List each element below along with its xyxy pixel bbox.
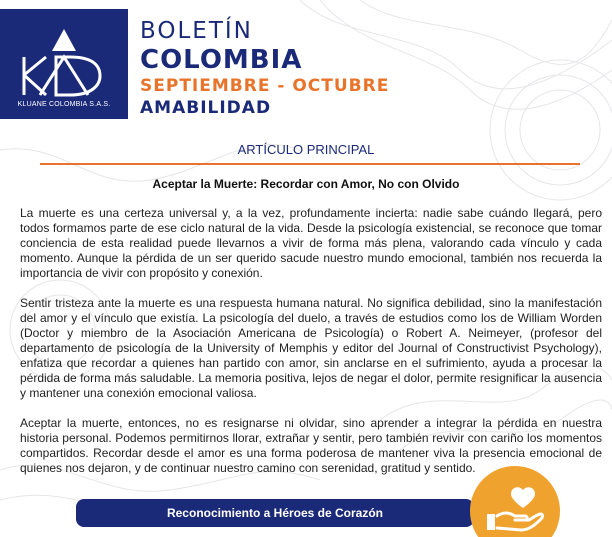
article-body: [20, 206, 602, 491]
company-logo: [0, 9, 128, 119]
article-title: Aceptar la Muerte: Recordar con Amor, No con Olvido: [152, 177, 460, 191]
article-paragraph: La muerte es una certeza universal y, a la vez, profundamente incierta: nadie sabe cuándo llegará, pero todos formamos parte de ese ciclo natural de la vida. Desde la psicología existencial, se reconoce que tomar conciencia de esta realidad puede llevarnos a vivir de forma más plena, valorando cada vínculo y cada momento. Aunque la pérdida de un ser querido sacude nuestro mundo emocional, también nos recuerda la importancia de vivir con propósito y conexión.: [20, 206, 602, 280]
article-paragraph: Aceptar la muerte, entonces, no es resignarse ni olvidar, sino aprender a integrar la pérdida en nuestra historia personal. Podemos permitirnos llorar, extrañar y sentir, pero también revivir con cariño los momentos compartidos. Recordar desde el amor es una forma poderosa de mantener viva la presencia emocional de quienes nos dejaron, y de continuar nuestro camino con serenidad, gratitud y sentido.: [20, 416, 602, 475]
kd-logo-icon: [0, 9, 128, 101]
title-line-colombia: COLOMBIA: [140, 45, 303, 75]
newsletter-title-block: [140, 18, 389, 119]
article-paragraph: Sentir tristeza ante la muerte es una respuesta humana natural. No significa debilidad, sino la manifestación del amor y el vínculo que existía. La psicología del duelo, a través de estudios como los de William Worden (Doctor y miembro de la Asociación Americana de Psicología) o Robert A. Neimeyer, (profesor del departamento de psicología de la University of Memphis y editor del Journal of Constructivist Psychology), enfatiza que recordar a quienes han partido con amor, sin anclarse en el sufrimiento, ayuda a procesar la pérdida de forma más saludable. La memoria positiva, lejos de negar el dolor, permite resignificar la ausencia y mantener una conexión emocional valiosa.: [20, 296, 602, 400]
title-line-period: SEPTIEMBRE - OCTUBRE: [140, 76, 390, 96]
title-line-theme: AMABILIDAD: [140, 98, 272, 118]
footer-banner: [76, 499, 474, 527]
heart-hand-icon: [485, 484, 545, 534]
footer-label: Reconocimiento a Héroes de Corazón: [166, 506, 384, 520]
title-line-boletin: BOLETÍN: [140, 18, 253, 44]
section-heading: ARTÍCULO PRINCIPAL: [237, 142, 375, 157]
section-divider: [40, 163, 580, 165]
logo-caption: KLUANE COLOMBIA S.A.S.: [17, 101, 111, 108]
